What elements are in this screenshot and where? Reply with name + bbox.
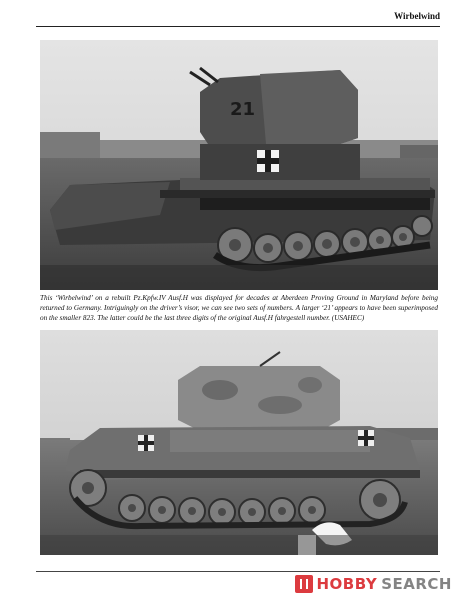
running-header-title: Wirbelwind — [394, 11, 440, 21]
photo-caption: This ‘Wirbelwind’ on a rebuilt Pz.Kpfw.IV Ausf.H was displayed for decades at Aberdeen Proving Ground in Maryland before being returned to Germany. Intriguingly on the driver’s visor, we can see two sets of numbers. A larger ‘21’ appears to have been superimposed on the smaller 823. The latter could be the last three digits of the original Ausf.H fahrgestell number. (USAHEC) — [40, 294, 438, 322]
watermark-text-hobby: HOBBY — [316, 575, 378, 593]
photo-wirbelwind-aberdeen — [40, 40, 438, 290]
hobbysearch-logo-icon — [295, 575, 313, 593]
footer-divider — [36, 571, 440, 572]
header-divider — [36, 26, 440, 27]
turret-number-text: 21 — [230, 99, 256, 120]
photo-wirbelwind-rear-view — [40, 330, 438, 555]
watermark-text-search: SEARCH — [381, 575, 452, 593]
hobbysearch-watermark — [295, 575, 453, 593]
